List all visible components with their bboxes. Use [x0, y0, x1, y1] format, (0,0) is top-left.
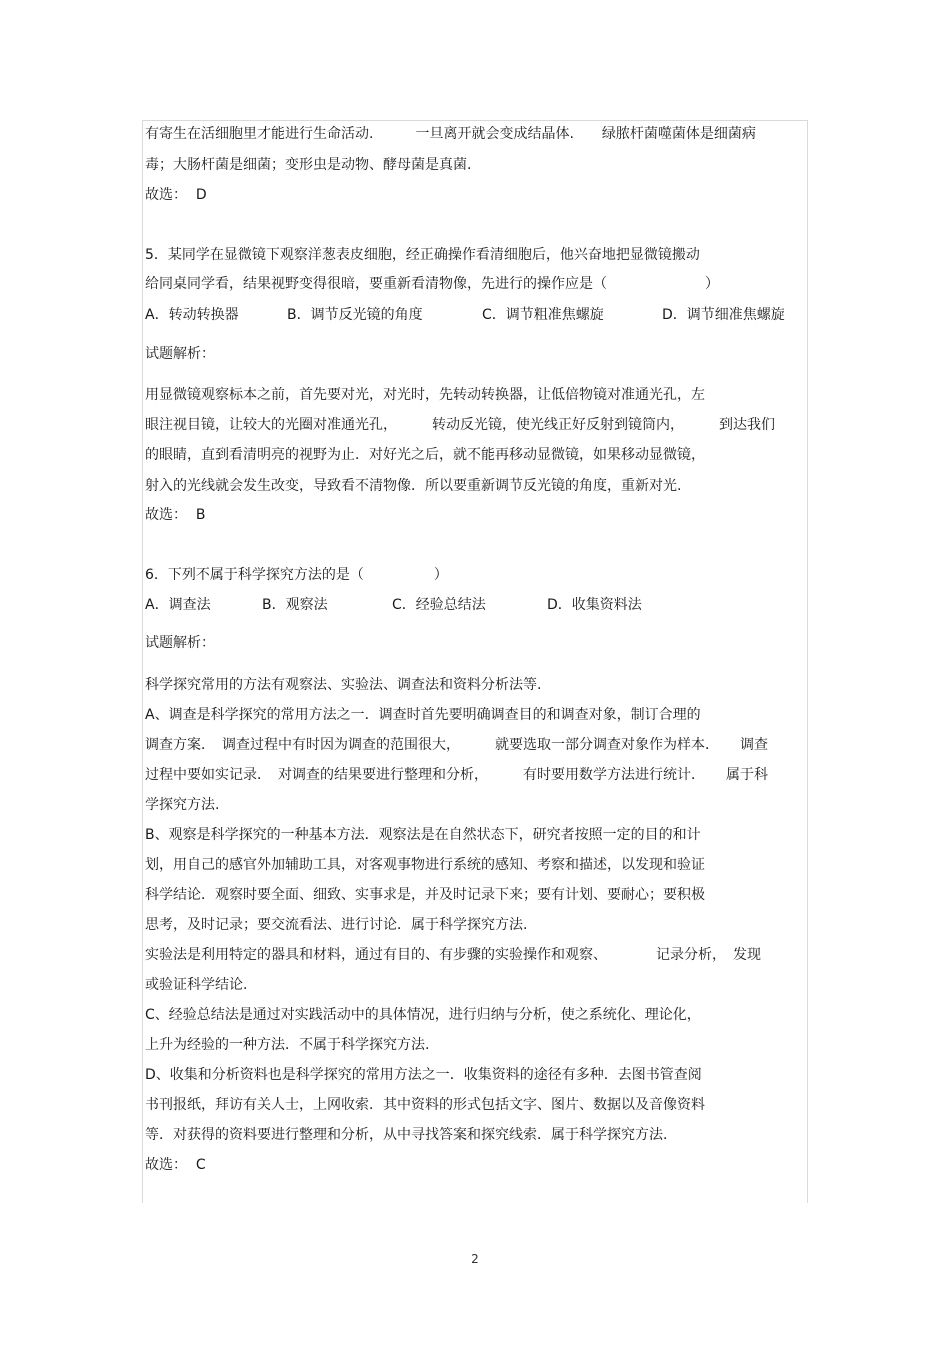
question-5-stem: 5．某同学在显微镜下观察洋葱表皮细胞，经正确操作看清细胞后，他兴奋地把显微镜搬动 — [145, 247, 700, 263]
analysis-line: 等．对获得的资料要进行整理和分析，从中寻找答案和探究线索．属于科学探究方法. — [145, 1127, 668, 1143]
analysis-line: D、收集和分析资料也是科学探究的常用方法之一．收集资料的途径有多种．去图书管查阅 — [145, 1067, 702, 1083]
analysis-label: 试题解析： — [145, 635, 215, 651]
analysis-line: C、经验总结法是通过对实践活动中的具体情况，进行归纳与分析，使之系统化、理论化， — [145, 1007, 701, 1023]
analysis-line: 或验证科学结论. — [145, 977, 248, 993]
question-6-stem: 6．下列不属于科学探究方法的是（ ） — [145, 567, 448, 583]
analysis-line: B、观察是科学探究的一种基本方法．观察法是在自然状态下，研究者按照一定的目的和计 — [145, 827, 701, 843]
analysis-line: 用显微镜观察标本之前，首先要对光，对光时，先转动转换器，让低倍物镜对准通光孔，左 — [145, 387, 705, 403]
analysis-line: A、调查是科学探究的常用方法之一．调查时首先要明确调查目的和调查对象，制订合理的 — [145, 707, 701, 723]
analysis-line: 实验法是利用特定的器具和材料，通过有目的、有步骤的实验操作和观察、 记录分析， 发现 — [145, 947, 761, 963]
page-number: 2 — [471, 1252, 479, 1266]
analysis-line: 射入的光线就会发生改变，导致看不清物像．所以要重新调节反光镜的角度，重新对光. — [145, 478, 682, 494]
analysis-line: 书刊报纸，拜访有关人士，上网收索．其中资料的形式包括文字、图片、数据以及音像资料 — [145, 1097, 705, 1113]
analysis-line: 过程中要如实记录． 对调查的结果要进行整理和分析， 有时要用数学方法进行统计． 属于科 — [145, 767, 768, 783]
analysis-line: 科学结论．观察时要全面、细致、实事求是，并及时记录下来；要有计划、要耐心；要积极 — [145, 887, 705, 903]
analysis-line: 上升为经验的一种方法．不属于科学探究方法. — [145, 1037, 430, 1053]
analysis-line: 调查方案． 调查过程中有时因为调查的范围很大， 就要选取一部分调查对象作为样本． 调查 — [145, 737, 768, 753]
option-c: C．调节粗准焦螺旋 — [482, 307, 604, 323]
option-b: B．调节反光镜的角度 — [287, 307, 423, 323]
option-d: D．调节细准焦螺旋 — [662, 307, 785, 323]
option-b: B．观察法 — [262, 597, 328, 613]
answer-line: 故选： D — [145, 187, 207, 203]
option-d: D．收集资料法 — [547, 597, 642, 613]
option-a: A．调查法 — [145, 597, 211, 613]
intro-line: 毒；大肠杆菌是细菌；变形虫是动物、酵母菌是真菌. — [145, 157, 472, 173]
analysis-line: 划，用自己的感官外加辅助工具，对客观事物进行系统的感知、考察和描述，以发现和验证 — [145, 857, 705, 873]
analysis-line: 思考，及时记录；要交流看法、进行讨论．属于科学探究方法. — [145, 917, 528, 933]
analysis-line: 的眼睛，直到看清明亮的视野为止．对好光之后，就不能再移动显微镜，如果移动显微镜， — [145, 447, 705, 463]
question-5-stem: 给同桌同学看，结果视野变得很暗，要重新看清物像，先进行的操作应是（ ） — [145, 276, 719, 292]
answer-line: 故选： B — [145, 507, 206, 523]
option-c: C．经验总结法 — [392, 597, 486, 613]
analysis-line: 学探究方法. — [145, 797, 220, 813]
intro-line: 有寄生在活细胞里才能进行生命活动. 一旦离开就会变成结晶体. 绿脓杆菌噬菌体是细菌病 — [145, 126, 756, 142]
analysis-label: 试题解析： — [145, 346, 215, 362]
option-a: A．转动转换器 — [145, 307, 239, 323]
analysis-line: 科学探究常用的方法有观察法、实验法、调查法和资料分析法等. — [145, 677, 542, 693]
answer-line: 故选： C — [145, 1157, 206, 1173]
analysis-line: 眼注视目镜，让较大的光圈对准通光孔， 转动反光镜，使光线正好反射到镜筒内， 到达我们 — [145, 417, 775, 433]
